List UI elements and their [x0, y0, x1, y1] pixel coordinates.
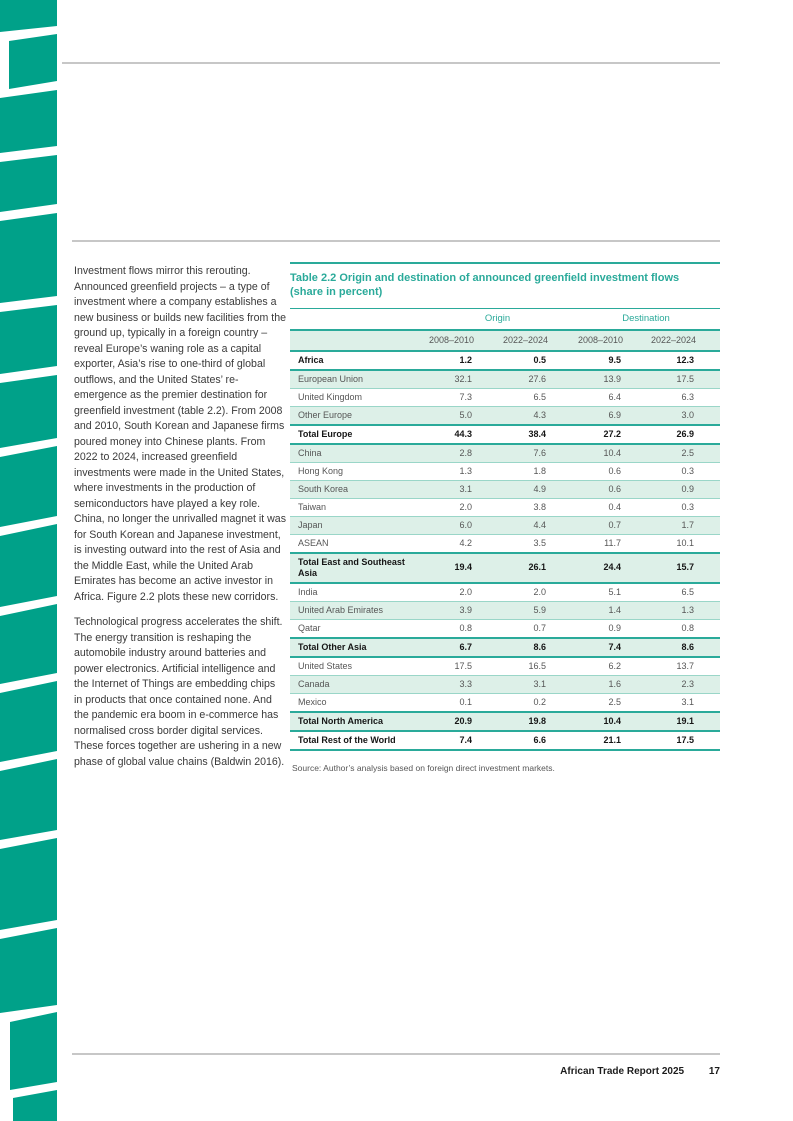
- row-label: Total Other Asia: [290, 638, 423, 657]
- row-value: 6.5: [647, 583, 720, 602]
- table-row: [290, 462, 720, 480]
- row-value: 10.4: [572, 444, 647, 463]
- row-value: 0.2: [498, 693, 572, 712]
- row-value: 4.9: [498, 480, 572, 498]
- row-label: Qatar: [290, 619, 423, 638]
- row-value: 26.9: [647, 425, 720, 444]
- row-value: 10.4: [572, 712, 647, 731]
- row-value: 3.1: [647, 693, 720, 712]
- row-value: 32.1: [423, 370, 498, 389]
- table-row: [290, 480, 720, 498]
- row-value: 24.4: [572, 553, 647, 583]
- row-value: 1.3: [647, 601, 720, 619]
- row-value: 6.9: [572, 406, 647, 425]
- body-text-column: [74, 264, 286, 780]
- row-value: 3.8: [498, 498, 572, 516]
- column-group-row: [290, 308, 720, 330]
- row-value: 7.6: [498, 444, 572, 463]
- table-row: [290, 498, 720, 516]
- row-value: 8.6: [647, 638, 720, 657]
- row-value: 6.0: [423, 516, 498, 534]
- footer-page-number: 17: [708, 1066, 720, 1077]
- table-row: [290, 370, 720, 389]
- row-label: Hong Kong: [290, 462, 423, 480]
- page-footer: [72, 1066, 720, 1077]
- row-value: 17.5: [647, 370, 720, 389]
- column-group-destination: Destination: [572, 308, 720, 330]
- row-value: 5.1: [572, 583, 647, 602]
- row-value: 1.3: [423, 462, 498, 480]
- row-value: 27.6: [498, 370, 572, 389]
- row-label: Africa: [290, 351, 423, 370]
- row-label: China: [290, 444, 423, 463]
- table-row: [290, 388, 720, 406]
- row-value: 7.4: [423, 731, 498, 750]
- row-value: 0.6: [572, 462, 647, 480]
- row-value: 2.0: [423, 583, 498, 602]
- row-value: 17.5: [423, 657, 498, 676]
- row-value: 0.5: [498, 351, 572, 370]
- paragraph-technological-progress: Technological progress accelerates the shift. The energy transition is reshaping the automobile industry around batteries and power electronics. Artificial intelligence and the Internet of Things are embedding chips in products that once contained none. And the pandemic era boom in e-commerce has normalised cross border digital services. These forces together are ushering in a new phase of global value chains (Baldwin 2016).: [74, 616, 285, 768]
- top-rule: [62, 62, 720, 64]
- row-value: 6.7: [423, 638, 498, 657]
- row-value: 27.2: [572, 425, 647, 444]
- row-value: 2.5: [572, 693, 647, 712]
- row-label: South Korea: [290, 480, 423, 498]
- row-value: 0.8: [423, 619, 498, 638]
- row-label: Canada: [290, 675, 423, 693]
- section-rule: [72, 240, 720, 242]
- row-value: 5.0: [423, 406, 498, 425]
- row-value: 2.8: [423, 444, 498, 463]
- row-label: Total North America: [290, 712, 423, 731]
- row-value: 38.4: [498, 425, 572, 444]
- footer-rule: [72, 1053, 720, 1055]
- row-value: 1.7: [647, 516, 720, 534]
- table-source-note: Source: Author’s analysis based on foreign direct investment markets.: [292, 762, 555, 773]
- row-value: 9.5: [572, 351, 647, 370]
- table-row: [290, 675, 720, 693]
- table-row: [290, 731, 720, 750]
- column-header: 2008–2010: [572, 330, 647, 351]
- row-value: 21.1: [572, 731, 647, 750]
- row-value: 1.6: [572, 675, 647, 693]
- row-label: Total Rest of the World: [290, 731, 423, 750]
- row-value: 2.5: [647, 444, 720, 463]
- table-row: [290, 444, 720, 463]
- table-row: [290, 693, 720, 712]
- row-value: 0.7: [572, 516, 647, 534]
- row-label: Mexico: [290, 693, 423, 712]
- row-value: 0.3: [647, 462, 720, 480]
- table-row: [290, 712, 720, 731]
- row-value: 16.5: [498, 657, 572, 676]
- row-label: India: [290, 583, 423, 602]
- row-value: 1.4: [572, 601, 647, 619]
- row-value: 4.2: [423, 534, 498, 553]
- row-value: 1.2: [423, 351, 498, 370]
- column-header: 2022–2024: [647, 330, 720, 351]
- table-title: [290, 271, 720, 299]
- table-row: [290, 553, 720, 583]
- row-value: 4.3: [498, 406, 572, 425]
- row-label: Total East and Southeast Asia: [290, 553, 423, 583]
- table-title-line-2: (share in percent): [290, 285, 383, 298]
- row-value: 6.3: [647, 388, 720, 406]
- table-title-line-1: Table 2.2 Origin and destination of announced greenfield investment flows: [290, 271, 680, 284]
- row-label: United Arab Emirates: [290, 601, 423, 619]
- column-group-origin: Origin: [423, 308, 572, 330]
- table-row: [290, 619, 720, 638]
- row-label: Taiwan: [290, 498, 423, 516]
- row-value: 8.6: [498, 638, 572, 657]
- row-value: 7.3: [423, 388, 498, 406]
- table-2-2-block: [290, 262, 720, 773]
- row-value: 0.8: [647, 619, 720, 638]
- table-row: [290, 601, 720, 619]
- row-label: ASEAN: [290, 534, 423, 553]
- row-label: Other Europe: [290, 406, 423, 425]
- table-row: [290, 657, 720, 676]
- row-value: 2.0: [498, 583, 572, 602]
- edge-decoration: [0, 0, 57, 1121]
- table-row: [290, 638, 720, 657]
- row-value: 26.1: [498, 553, 572, 583]
- row-value: 19.8: [498, 712, 572, 731]
- table-row: [290, 406, 720, 425]
- row-value: 2.0: [423, 498, 498, 516]
- row-value: 2.3: [647, 675, 720, 693]
- table-body: [290, 351, 720, 750]
- row-value: 11.7: [572, 534, 647, 553]
- row-value: 44.3: [423, 425, 498, 444]
- row-value: 3.1: [498, 675, 572, 693]
- row-value: 3.3: [423, 675, 498, 693]
- row-value: 0.4: [572, 498, 647, 516]
- row-value: 3.0: [647, 406, 720, 425]
- row-label: United States: [290, 657, 423, 676]
- row-value: 20.9: [423, 712, 498, 731]
- table-row: [290, 516, 720, 534]
- header-spacer-cell: [290, 330, 423, 351]
- column-header-row: [290, 330, 720, 351]
- column-header: 2008–2010: [423, 330, 498, 351]
- row-value: 0.7: [498, 619, 572, 638]
- row-value: 0.9: [572, 619, 647, 638]
- row-value: 10.1: [647, 534, 720, 553]
- row-value: 3.5: [498, 534, 572, 553]
- row-value: 13.7: [647, 657, 720, 676]
- table-row: [290, 351, 720, 370]
- row-value: 0.6: [572, 480, 647, 498]
- row-label: United Kingdom: [290, 388, 423, 406]
- footer-report-title: African Trade Report 2025: [560, 1066, 685, 1077]
- row-value: 6.2: [572, 657, 647, 676]
- row-label: Total Europe: [290, 425, 423, 444]
- row-value: 19.4: [423, 553, 498, 583]
- table-row: [290, 425, 720, 444]
- row-value: 19.1: [647, 712, 720, 731]
- greenfield-investment-table: [290, 308, 720, 751]
- table-accent-line: [290, 262, 720, 264]
- row-value: 17.5: [647, 731, 720, 750]
- row-value: 0.1: [423, 693, 498, 712]
- row-value: 13.9: [572, 370, 647, 389]
- paragraph-investment-flows: Investment flows mirror this rerouting. Announced greenfield projects – a type of investment where a company establishes a new business or builds new facilities from the ground up, typically in a foreign country – reveal Europe’s waning role as a capital exporter, Asia’s rise to one-third of global outflows, and the United States’ re-emergence as the premier destination for greenfield investment (table 2.2). From 2008 and 2010, South Korean and Japanese firms poured money into Chinese plants. From 2022 to 2024, increased greenfield investments were made in the United States, where investments in the production of semiconductors have played a key role. China, no longer the unrivalled magnet it was for South Korean and Japanese investment, is investing outward into the rest of Asia and the Middle East, while the United Arab Emirates has become an active investor in Africa. Figure 2.2 plots these new corridors.: [74, 265, 286, 603]
- group-spacer-cell: [290, 308, 423, 330]
- row-value: 0.3: [647, 498, 720, 516]
- row-value: 6.6: [498, 731, 572, 750]
- table-row: [290, 534, 720, 553]
- row-value: 12.3: [647, 351, 720, 370]
- row-value: 3.1: [423, 480, 498, 498]
- row-label: Japan: [290, 516, 423, 534]
- row-value: 4.4: [498, 516, 572, 534]
- row-value: 0.9: [647, 480, 720, 498]
- table-row: [290, 583, 720, 602]
- row-value: 7.4: [572, 638, 647, 657]
- row-value: 5.9: [498, 601, 572, 619]
- row-value: 6.4: [572, 388, 647, 406]
- row-label: European Union: [290, 370, 423, 389]
- row-value: 6.5: [498, 388, 572, 406]
- row-value: 1.8: [498, 462, 572, 480]
- column-header: 2022–2024: [498, 330, 572, 351]
- row-value: 3.9: [423, 601, 498, 619]
- row-value: 15.7: [647, 553, 720, 583]
